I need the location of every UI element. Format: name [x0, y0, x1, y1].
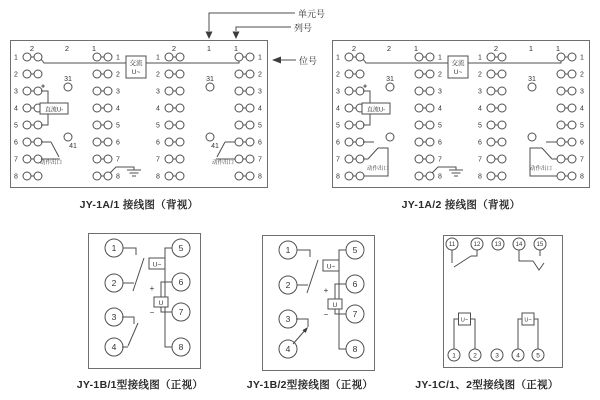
terminal-circle	[104, 155, 112, 163]
column-header: 2	[64, 44, 70, 53]
column-header: 1	[91, 44, 97, 53]
aux-terminal-41	[528, 133, 536, 141]
terminal-circle	[246, 121, 254, 129]
row-number: 6	[580, 139, 584, 147]
terminal-circle	[345, 70, 353, 78]
terminal-circle	[34, 70, 42, 78]
terminal-circle	[426, 121, 434, 129]
row-number: 1	[116, 54, 120, 62]
terminal-circle	[165, 155, 173, 163]
terminal-circle	[235, 53, 243, 61]
terminal-circle	[415, 53, 423, 61]
unit-number-label: 单元号	[298, 9, 326, 19]
ac-box-label: U~	[131, 69, 141, 76]
dc-box-label: U	[158, 300, 164, 307]
row-number: 7	[116, 156, 120, 164]
terminal-circle	[235, 104, 243, 112]
dc-box-label: 直流U-	[366, 107, 386, 114]
terminal-circle	[487, 53, 495, 61]
terminal-circle	[34, 138, 42, 146]
output-contact-label: 动作出口	[529, 166, 553, 172]
terminal-circle	[356, 155, 364, 163]
row-number: 1	[580, 54, 584, 62]
terminal-circle	[104, 53, 112, 61]
row-number: 7	[258, 156, 262, 164]
terminal-circle	[93, 138, 101, 146]
row-number: 2	[580, 71, 584, 79]
terminal-circle	[176, 70, 184, 78]
aux-terminal-31	[386, 83, 394, 91]
terminal-circle	[426, 53, 434, 61]
terminal-circle	[426, 104, 434, 112]
terminal-circle	[487, 87, 495, 95]
terminal-circle	[235, 138, 243, 146]
terminal-circle	[104, 121, 112, 129]
terminal-circle	[345, 121, 353, 129]
terminal-circle	[356, 70, 364, 78]
column-number-label: 列号	[294, 23, 313, 33]
terminal-circle	[345, 172, 353, 180]
terminal-circle	[498, 87, 506, 95]
caption-jy-1a2: JY-1A/2 接线图（背视）	[401, 199, 521, 211]
terminal-circle	[246, 87, 254, 95]
caption-jy-1b2: JY-1B/2型接线图（正视）	[246, 379, 374, 391]
row-number: 1	[478, 54, 482, 62]
panel-jy-1a2	[332, 40, 590, 188]
terminal-circle	[568, 138, 576, 146]
terminal-circle	[356, 172, 364, 180]
row-number: 3	[336, 88, 340, 96]
terminal-circle	[176, 53, 184, 61]
row-number: 2	[336, 71, 340, 79]
terminal-circle	[415, 138, 423, 146]
aux-terminal-31	[206, 83, 214, 91]
row-number: 3	[116, 88, 120, 96]
terminal-circle	[23, 155, 31, 163]
terminal-circle	[23, 87, 31, 95]
row-number: 6	[258, 139, 262, 147]
row-number: 8	[478, 173, 482, 181]
terminal-circle	[345, 87, 353, 95]
ac-box-label: U~	[326, 263, 336, 271]
output-contact-label: 动作出口	[39, 160, 63, 166]
terminal-circle	[235, 155, 243, 163]
column-arrow-icon	[233, 32, 240, 40]
terminal-circle	[176, 87, 184, 95]
terminal-circle	[176, 138, 184, 146]
terminal-number: 2	[111, 278, 117, 288]
row-number: 3	[478, 88, 482, 96]
terminal-number: 6	[352, 279, 358, 289]
row-number: 5	[438, 122, 442, 130]
terminal-circle	[557, 87, 565, 95]
ac-box-label: 交流	[451, 60, 465, 67]
terminal-circle	[165, 70, 173, 78]
terminal-circle	[246, 172, 254, 180]
aux-31-label: 31	[386, 76, 394, 83]
row-number: 5	[336, 122, 340, 130]
row-number: 7	[14, 156, 18, 164]
row-number: 7	[478, 156, 482, 164]
caption-jy-1c: JY-1C/1、2型接线图（正视）	[415, 379, 559, 391]
terminal-circle	[415, 155, 423, 163]
terminal-number: 7	[352, 309, 358, 319]
terminal-circle	[557, 53, 565, 61]
row-number: 4	[580, 105, 584, 113]
terminal-circle	[557, 70, 565, 78]
terminal-number: 4	[111, 342, 117, 352]
terminal-number: 1	[285, 245, 291, 255]
plus-sign: +	[40, 83, 46, 91]
terminal-circle	[568, 155, 576, 163]
terminal-circle	[23, 172, 31, 180]
terminal-circle	[557, 138, 565, 146]
column-callout-line	[236, 27, 291, 31]
terminal-number: 12	[473, 242, 481, 249]
aux-31-label: 31	[206, 76, 214, 83]
terminal-circle	[165, 53, 173, 61]
terminal-circle	[235, 172, 243, 180]
terminal-circle	[498, 70, 506, 78]
row-number: 6	[438, 139, 442, 147]
terminal-circle	[104, 87, 112, 95]
terminal-circle	[487, 70, 495, 78]
terminal-number: 8	[352, 344, 358, 354]
row-number: 6	[156, 139, 160, 147]
terminal-circle	[104, 172, 112, 180]
terminal-circle	[246, 138, 254, 146]
output-contact-label: 动作出口	[211, 160, 235, 166]
aux-terminal-31	[64, 83, 72, 91]
row-number: 4	[156, 105, 160, 113]
column-header: 2	[386, 44, 392, 53]
row-number: 5	[156, 122, 160, 130]
row-number: 8	[258, 173, 262, 181]
ac-box-label: U~	[152, 261, 162, 269]
row-number: 4	[14, 105, 18, 113]
aux-41-label: 41	[69, 143, 77, 150]
column-header: 1	[206, 44, 212, 53]
terminal-circle	[487, 155, 495, 163]
terminal-number: 5	[352, 245, 358, 255]
terminal-number: 13	[494, 242, 502, 249]
terminal-circle	[23, 104, 31, 112]
terminal-circle	[93, 104, 101, 112]
terminal-circle	[246, 104, 254, 112]
terminal-circle	[568, 70, 576, 78]
terminal-circle	[356, 53, 364, 61]
terminal-number: 11	[448, 242, 456, 249]
column-header: 2	[171, 44, 177, 53]
terminal-circle	[356, 121, 364, 129]
terminal-circle	[23, 53, 31, 61]
plus-sign: +	[362, 83, 368, 91]
terminal-circle	[165, 87, 173, 95]
terminal-circle	[34, 53, 42, 61]
row-number: 6	[116, 139, 120, 147]
row-number: 4	[438, 105, 442, 113]
row-number: 5	[258, 122, 262, 130]
row-number: 5	[478, 122, 482, 130]
terminal-circle	[34, 121, 42, 129]
terminal-circle	[235, 87, 243, 95]
aux-terminal-41	[386, 133, 394, 141]
terminal-circle	[246, 155, 254, 163]
terminal-number: 1	[111, 243, 117, 253]
row-number: 7	[580, 156, 584, 164]
terminal-number: 3	[285, 314, 291, 324]
terminal-circle	[568, 121, 576, 129]
row-number: 2	[258, 71, 262, 79]
unit-callout-line	[209, 13, 295, 31]
row-number: 4	[336, 105, 340, 113]
terminal-circle	[426, 87, 434, 95]
terminal-circle	[235, 121, 243, 129]
terminal-number: 8	[178, 342, 184, 352]
row-number: 1	[258, 54, 262, 62]
panel-jy-1a1	[10, 40, 268, 188]
aux-31-label: 31	[64, 76, 72, 83]
terminal-circle	[165, 172, 173, 180]
row-number: 3	[14, 88, 18, 96]
row-number: 5	[116, 122, 120, 130]
panel-jy-1b1	[88, 233, 201, 369]
terminal-circle	[93, 87, 101, 95]
terminal-circle	[93, 172, 101, 180]
terminal-circle	[93, 53, 101, 61]
terminal-circle	[104, 70, 112, 78]
terminal-circle	[426, 70, 434, 78]
terminal-circle	[165, 121, 173, 129]
terminal-number: 2	[285, 280, 291, 290]
row-number: 3	[438, 88, 442, 96]
unit-arrow-icon	[206, 32, 213, 40]
voltage-box-label: U~	[524, 317, 532, 324]
terminal-circle	[415, 70, 423, 78]
terminal-circle	[23, 121, 31, 129]
row-number: 1	[14, 54, 18, 62]
terminal-circle	[246, 53, 254, 61]
terminal-circle	[557, 155, 565, 163]
terminal-circle	[23, 138, 31, 146]
row-number: 6	[336, 139, 340, 147]
plus-sign: +	[323, 286, 329, 295]
terminal-circle	[557, 172, 565, 180]
terminal-number: 14	[515, 242, 523, 249]
terminal-circle	[487, 104, 495, 112]
terminal-circle	[415, 121, 423, 129]
row-number: 4	[116, 105, 120, 113]
terminal-circle	[93, 155, 101, 163]
row-number: 7	[156, 156, 160, 164]
panel-border	[444, 236, 563, 368]
terminal-circle	[415, 104, 423, 112]
row-number: 1	[336, 54, 340, 62]
panel-jy-1b2	[262, 235, 375, 371]
aux-41-label: 41	[211, 143, 219, 150]
terminal-circle	[93, 121, 101, 129]
terminal-circle	[568, 172, 576, 180]
column-header: 2	[351, 44, 357, 53]
row-number: 7	[438, 156, 442, 164]
row-number: 8	[14, 173, 18, 181]
aux-terminal-41	[206, 133, 214, 141]
terminal-circle	[498, 138, 506, 146]
ac-box-label: 交流	[129, 60, 143, 67]
dc-box-label: 直流U-	[44, 107, 64, 114]
terminal-number: 3	[111, 312, 117, 322]
row-number: 2	[156, 71, 160, 79]
column-header: 1	[233, 44, 239, 53]
caption-jy-1b1: JY-1B/1型接线图（正视）	[76, 379, 204, 391]
terminal-number: 2	[473, 352, 477, 360]
ac-box-label: U~	[453, 69, 463, 76]
row-number: 2	[14, 71, 18, 79]
caption-jy-1a1: JY-1A/1 接线图（背视）	[79, 199, 199, 211]
terminal-circle	[415, 172, 423, 180]
voltage-box-label: U~	[460, 317, 469, 324]
row-number: 3	[156, 88, 160, 96]
terminal-circle	[487, 138, 495, 146]
terminal-circle	[487, 121, 495, 129]
terminal-circle	[426, 172, 434, 180]
terminal-circle	[487, 172, 495, 180]
terminal-circle	[23, 70, 31, 78]
row-number: 1	[156, 54, 160, 62]
position-arrow-icon	[272, 57, 281, 64]
row-number: 7	[336, 156, 340, 164]
row-number: 3	[580, 88, 584, 96]
terminal-circle	[165, 104, 173, 112]
terminal-circle	[165, 138, 173, 146]
terminal-number: 1	[452, 352, 456, 360]
terminal-circle	[345, 138, 353, 146]
column-header: 2	[493, 44, 499, 53]
terminal-number: 6	[178, 277, 184, 287]
aux-terminal-41	[64, 133, 72, 141]
terminal-number: 5	[178, 243, 184, 253]
terminal-circle	[498, 53, 506, 61]
row-number: 8	[580, 173, 584, 181]
terminal-circle	[176, 121, 184, 129]
minus-sign: −	[149, 308, 155, 317]
position-number-label: 位号	[299, 56, 318, 66]
terminal-circle	[498, 121, 506, 129]
plus-sign: +	[149, 284, 155, 293]
terminal-circle	[235, 70, 243, 78]
terminal-circle	[557, 121, 565, 129]
terminal-number: 4	[516, 352, 520, 360]
row-number: 1	[438, 54, 442, 62]
terminal-number: 5	[536, 352, 540, 360]
row-number: 8	[116, 173, 120, 181]
terminal-circle	[568, 53, 576, 61]
dc-box-label: U	[332, 302, 338, 309]
row-number: 3	[258, 88, 262, 96]
panel-jy-1c	[443, 235, 563, 368]
terminal-circle	[557, 104, 565, 112]
terminal-circle	[498, 104, 506, 112]
row-number: 4	[258, 105, 262, 113]
row-number: 2	[478, 71, 482, 79]
terminal-circle	[568, 104, 576, 112]
terminal-circle	[345, 53, 353, 61]
row-number: 5	[580, 122, 584, 130]
column-header: 1	[413, 44, 419, 53]
terminal-circle	[426, 155, 434, 163]
row-number: 8	[156, 173, 160, 181]
row-number: 4	[478, 105, 482, 113]
terminal-number: 15	[536, 242, 544, 249]
terminal-circle	[34, 172, 42, 180]
terminal-circle	[498, 155, 506, 163]
row-number: 8	[336, 173, 340, 181]
row-number: 2	[116, 71, 120, 79]
minus-sign: −	[323, 310, 329, 319]
terminal-circle	[176, 104, 184, 112]
row-number: 2	[438, 71, 442, 79]
terminal-circle	[104, 138, 112, 146]
terminal-circle	[415, 87, 423, 95]
aux-31-label: 31	[528, 76, 536, 83]
output-contact-label: 动作出口	[366, 166, 390, 172]
terminal-circle	[426, 138, 434, 146]
terminal-circle	[246, 70, 254, 78]
row-number: 5	[14, 122, 18, 130]
column-header: 2	[29, 44, 35, 53]
terminal-circle	[93, 70, 101, 78]
terminal-circle	[104, 104, 112, 112]
terminal-circle	[176, 172, 184, 180]
terminal-circle	[345, 104, 353, 112]
aux-terminal-31	[528, 83, 536, 91]
terminal-circle	[568, 87, 576, 95]
column-header: 1	[555, 44, 561, 53]
row-number: 6	[14, 139, 18, 147]
row-number: 6	[478, 139, 482, 147]
terminal-circle	[345, 155, 353, 163]
terminal-number: 7	[178, 307, 184, 317]
terminal-number: 4	[285, 344, 291, 354]
row-number: 8	[438, 173, 442, 181]
terminal-circle	[176, 155, 184, 163]
terminal-circle	[498, 172, 506, 180]
column-header: 1	[528, 44, 534, 53]
terminal-number: 3	[495, 352, 499, 360]
terminal-circle	[356, 138, 364, 146]
